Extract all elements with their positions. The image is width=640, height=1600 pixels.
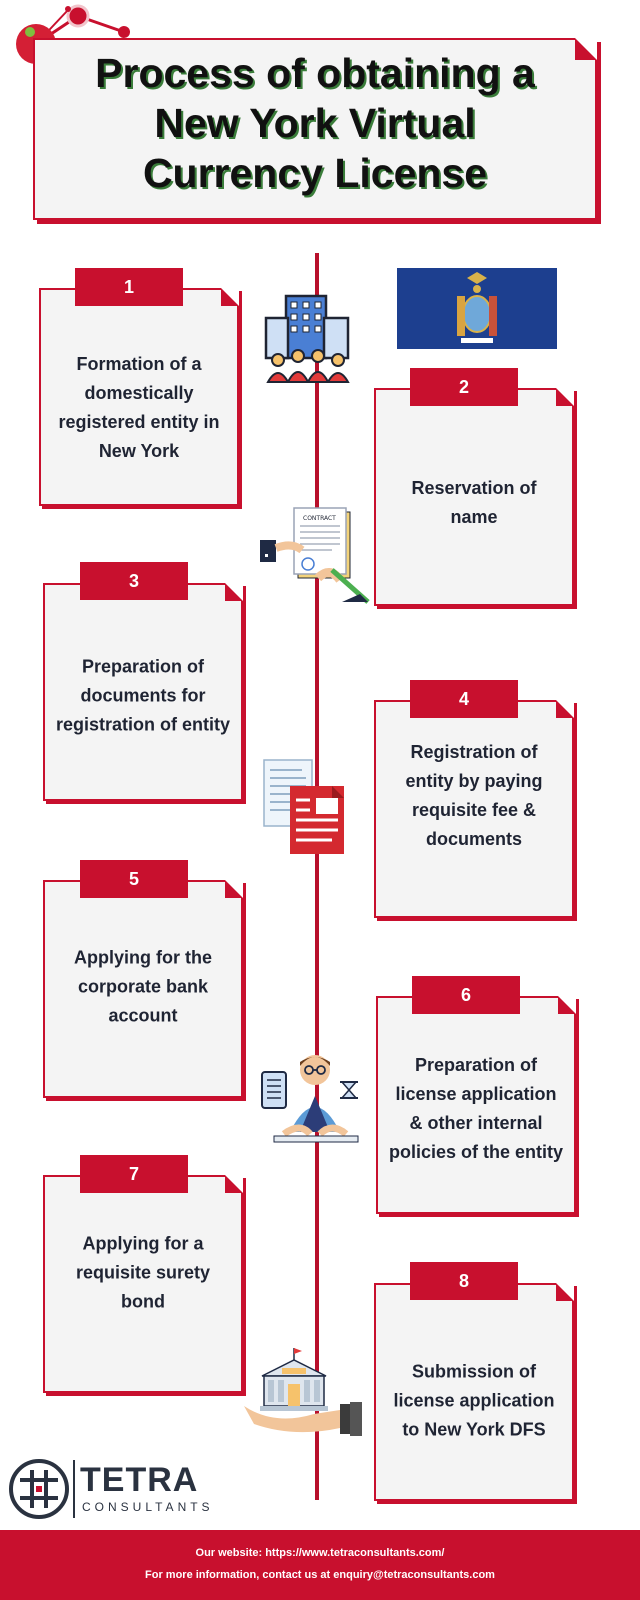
new-york-flag-icon xyxy=(397,268,557,349)
page-title-line-2: New York Virtual xyxy=(154,100,476,146)
step-card-5 xyxy=(43,880,243,1098)
step-card-1 xyxy=(39,288,239,506)
footer xyxy=(0,1530,640,1600)
bank-in-hand-icon xyxy=(244,1346,364,1442)
footer-website: Our website: https://www.tetraconsultants.com/ xyxy=(195,1547,445,1559)
step-text: Preparation of documents for registration of entity xyxy=(55,656,230,735)
title-box xyxy=(33,38,597,220)
step-number-2: 2 xyxy=(410,368,518,406)
step-text: Registration of entity by paying requisite fee & documents xyxy=(405,742,543,850)
svg-text:CONTRACT: CONTRACT xyxy=(303,515,336,522)
card-fold xyxy=(558,996,576,1014)
step-number-8: 8 xyxy=(410,1262,518,1300)
page-title xyxy=(35,48,595,198)
page-title-line-1: Process of obtaining a xyxy=(95,50,535,96)
step-card-7 xyxy=(43,1175,243,1393)
step-card-3 xyxy=(43,583,243,801)
step-text: Submission of license application to New York DFS xyxy=(393,1361,555,1440)
tetra-logo-icon xyxy=(8,1458,70,1520)
card-fold xyxy=(225,583,243,601)
office-building-people-icon xyxy=(258,290,358,390)
step-number-1: 1 xyxy=(75,268,183,306)
footer-contact: For more information, contact us at enquiry@tetraconsultants.com xyxy=(145,1569,495,1581)
card-fold xyxy=(556,700,574,718)
step-text: Applying for a requisite surety bond xyxy=(75,1233,211,1312)
logo-name: TETRA xyxy=(80,1461,199,1499)
logo-divider xyxy=(73,1460,75,1518)
step-number-5: 5 xyxy=(80,860,188,898)
step-number-7: 7 xyxy=(80,1155,188,1193)
contract-signing-icon xyxy=(258,506,378,616)
step-card-8 xyxy=(374,1283,574,1501)
step-number-3: 3 xyxy=(80,562,188,600)
card-fold xyxy=(225,1175,243,1193)
card-fold xyxy=(221,288,239,306)
page-title-line-3: Currency License xyxy=(142,150,488,196)
step-card-6 xyxy=(376,996,576,1214)
card-fold xyxy=(556,388,574,406)
step-number-6: 6 xyxy=(412,976,520,1014)
documents-icon xyxy=(262,758,352,858)
logo-subtitle: CONSULTANTS xyxy=(82,1500,214,1514)
card-fold xyxy=(556,1283,574,1301)
step-card-4 xyxy=(374,700,574,918)
step-text: Formation of a domestically registered entity in New York xyxy=(58,353,220,461)
step-text: Applying for the corporate bank account xyxy=(74,947,212,1026)
step-card-2 xyxy=(374,388,574,606)
step-text: Reservation of name xyxy=(411,478,537,528)
card-fold xyxy=(225,880,243,898)
timeline-line xyxy=(315,253,319,1500)
step-text: Preparation of license application & other internal policies of the entity xyxy=(388,1055,564,1163)
clerk-at-desk-icon xyxy=(260,1052,370,1162)
step-number-4: 4 xyxy=(410,680,518,718)
